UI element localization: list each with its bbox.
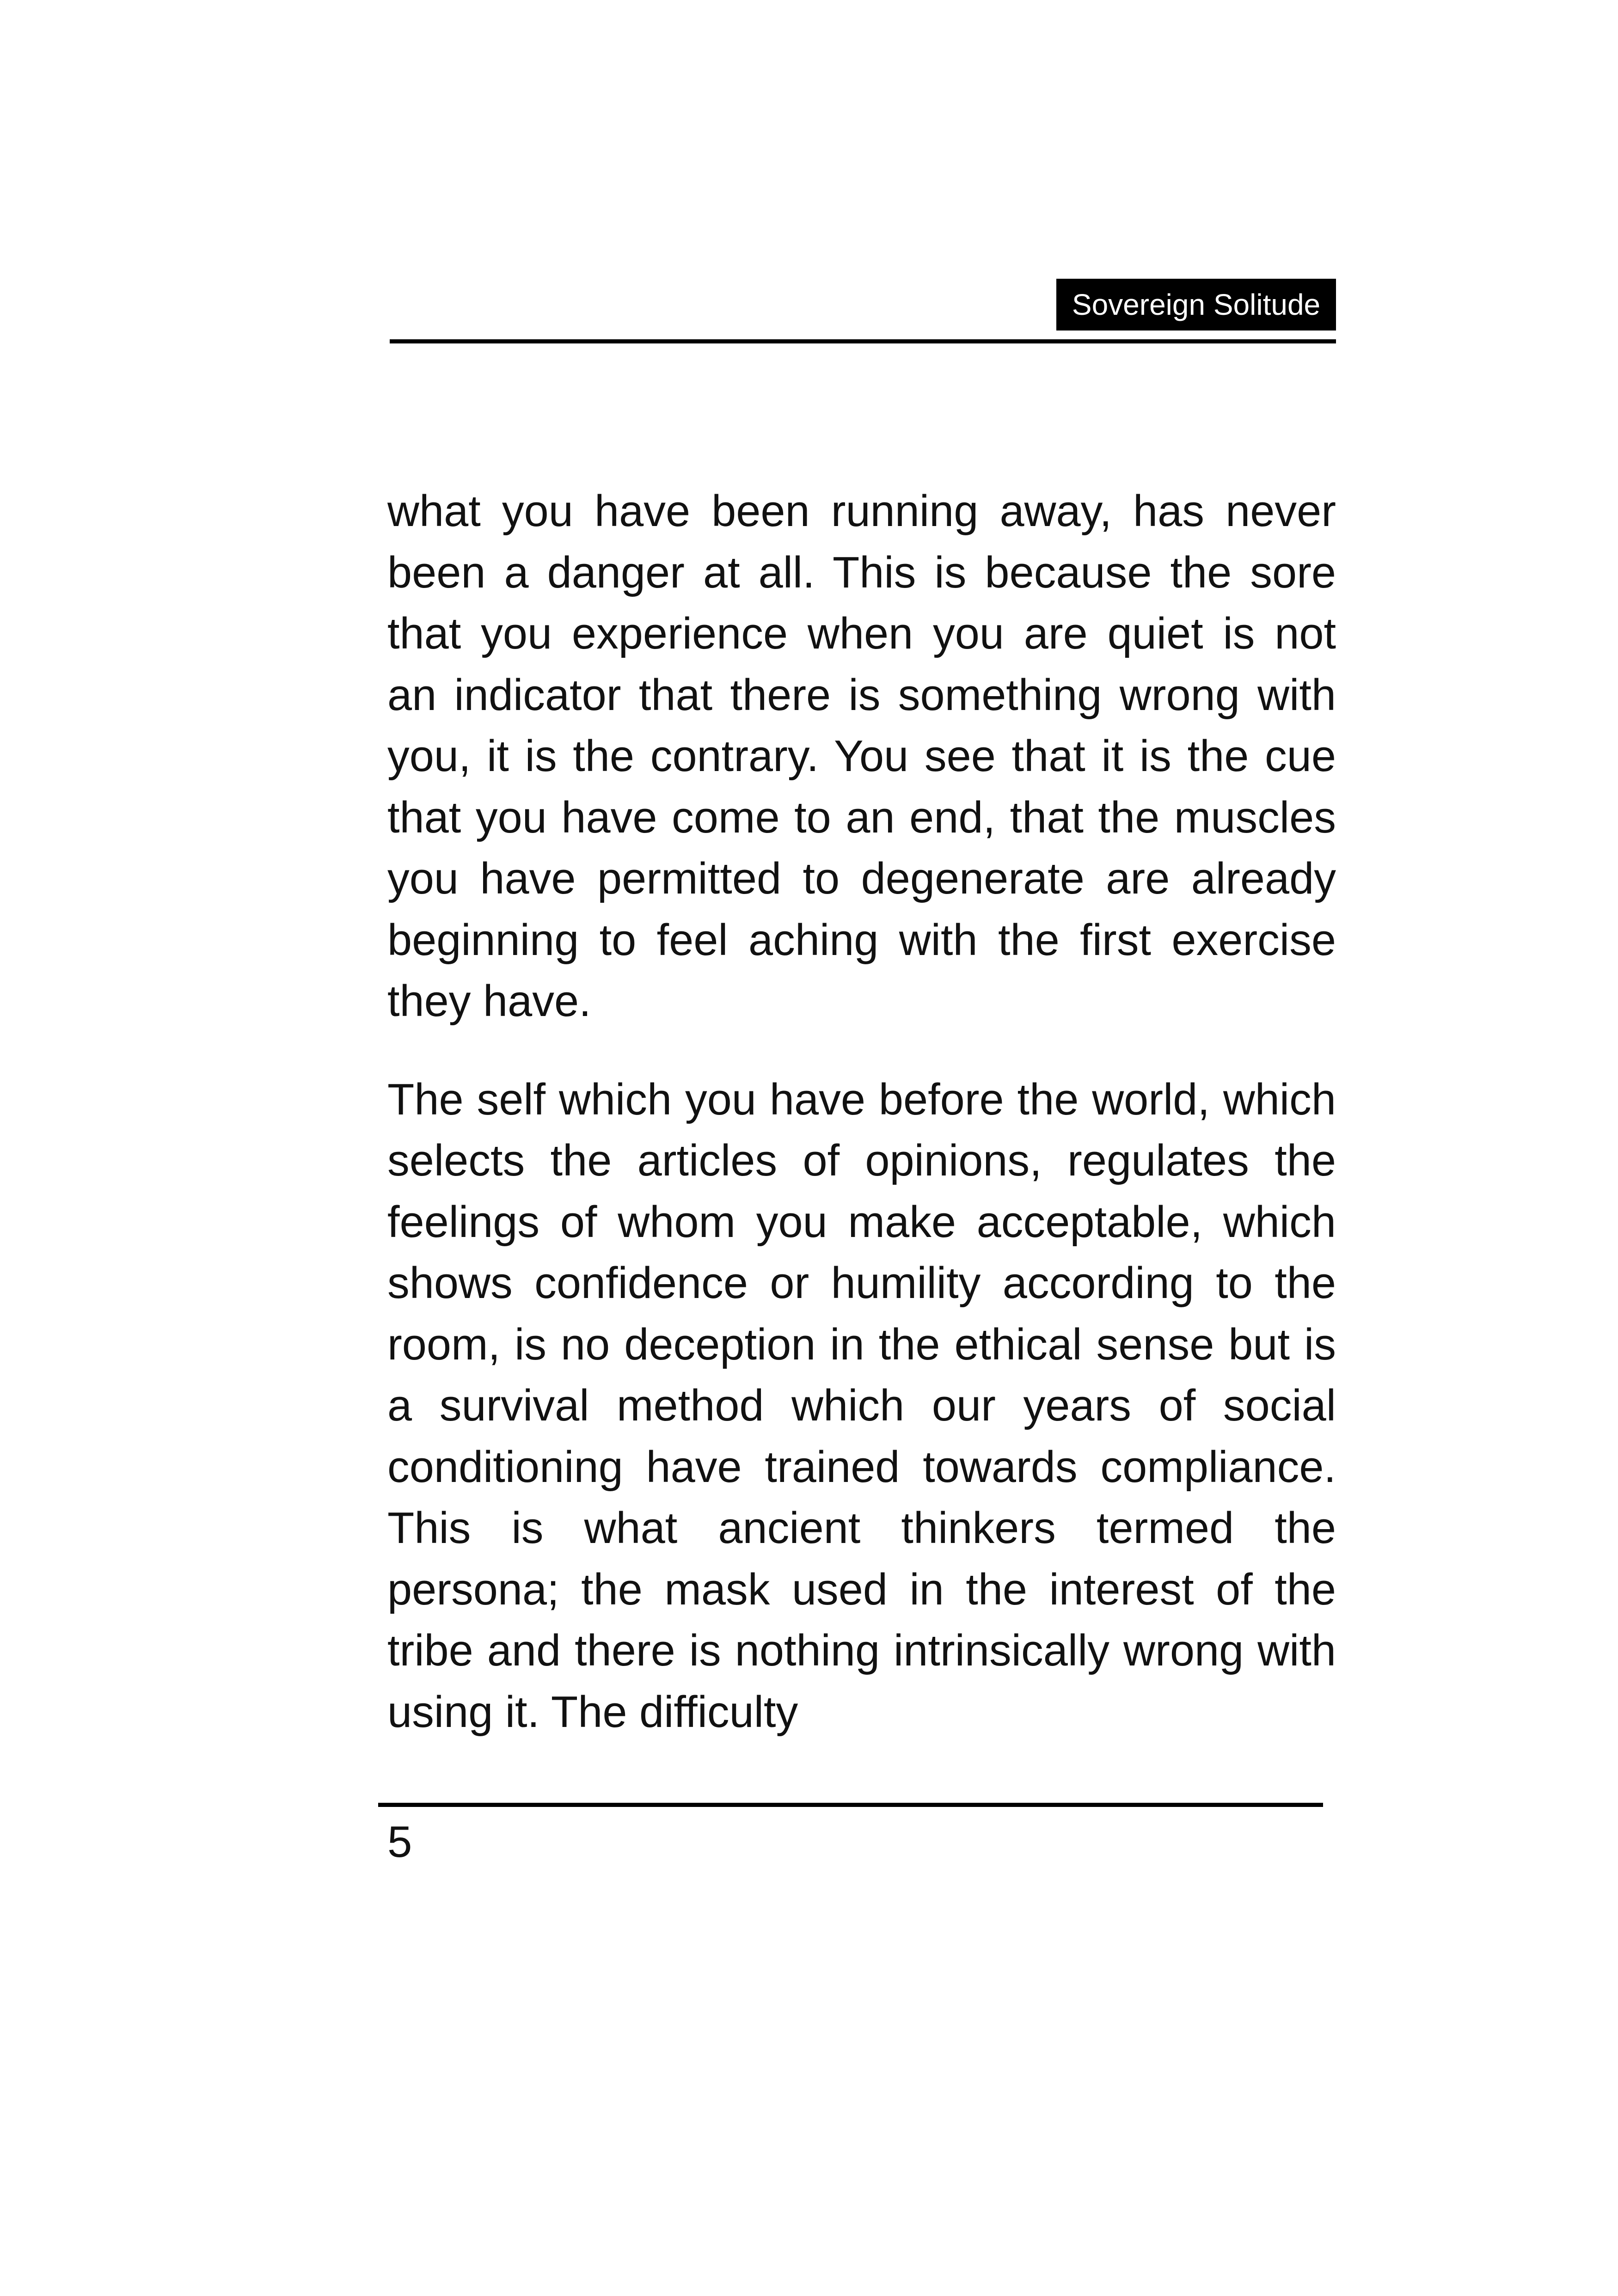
body-text: [387, 481, 1336, 1743]
paragraph-2: The self which you have before the world, which selects the articles of opinions, regulates the feelings of whom you make acceptable, which shows confidence or humility according to the room, is no deception in the ethical sense but is a survival method which our years of social conditioning have trained towards compliance. This is what ancient thinkers termed the persona; the mask used in the interest of the tribe and there is nothing intrinsically wrong with using it. The difficulty: [387, 1075, 1336, 1737]
header-rule: [390, 339, 1336, 343]
running-header: Sovereign Solitude: [1056, 279, 1336, 331]
footer-rule: [378, 1803, 1323, 1807]
page-number: 5: [387, 1817, 412, 1867]
paragraph-1: what you have been running away, has never been a danger at all. This is because the sore that you experience when you are quiet is not an indicator that there is something wrong with you, it is the contrary. You see that it is the cue that you have come to an end, that the muscles you have permitted to degenerate are already beginning to feel aching with the first exercise they have.: [387, 487, 1336, 1026]
